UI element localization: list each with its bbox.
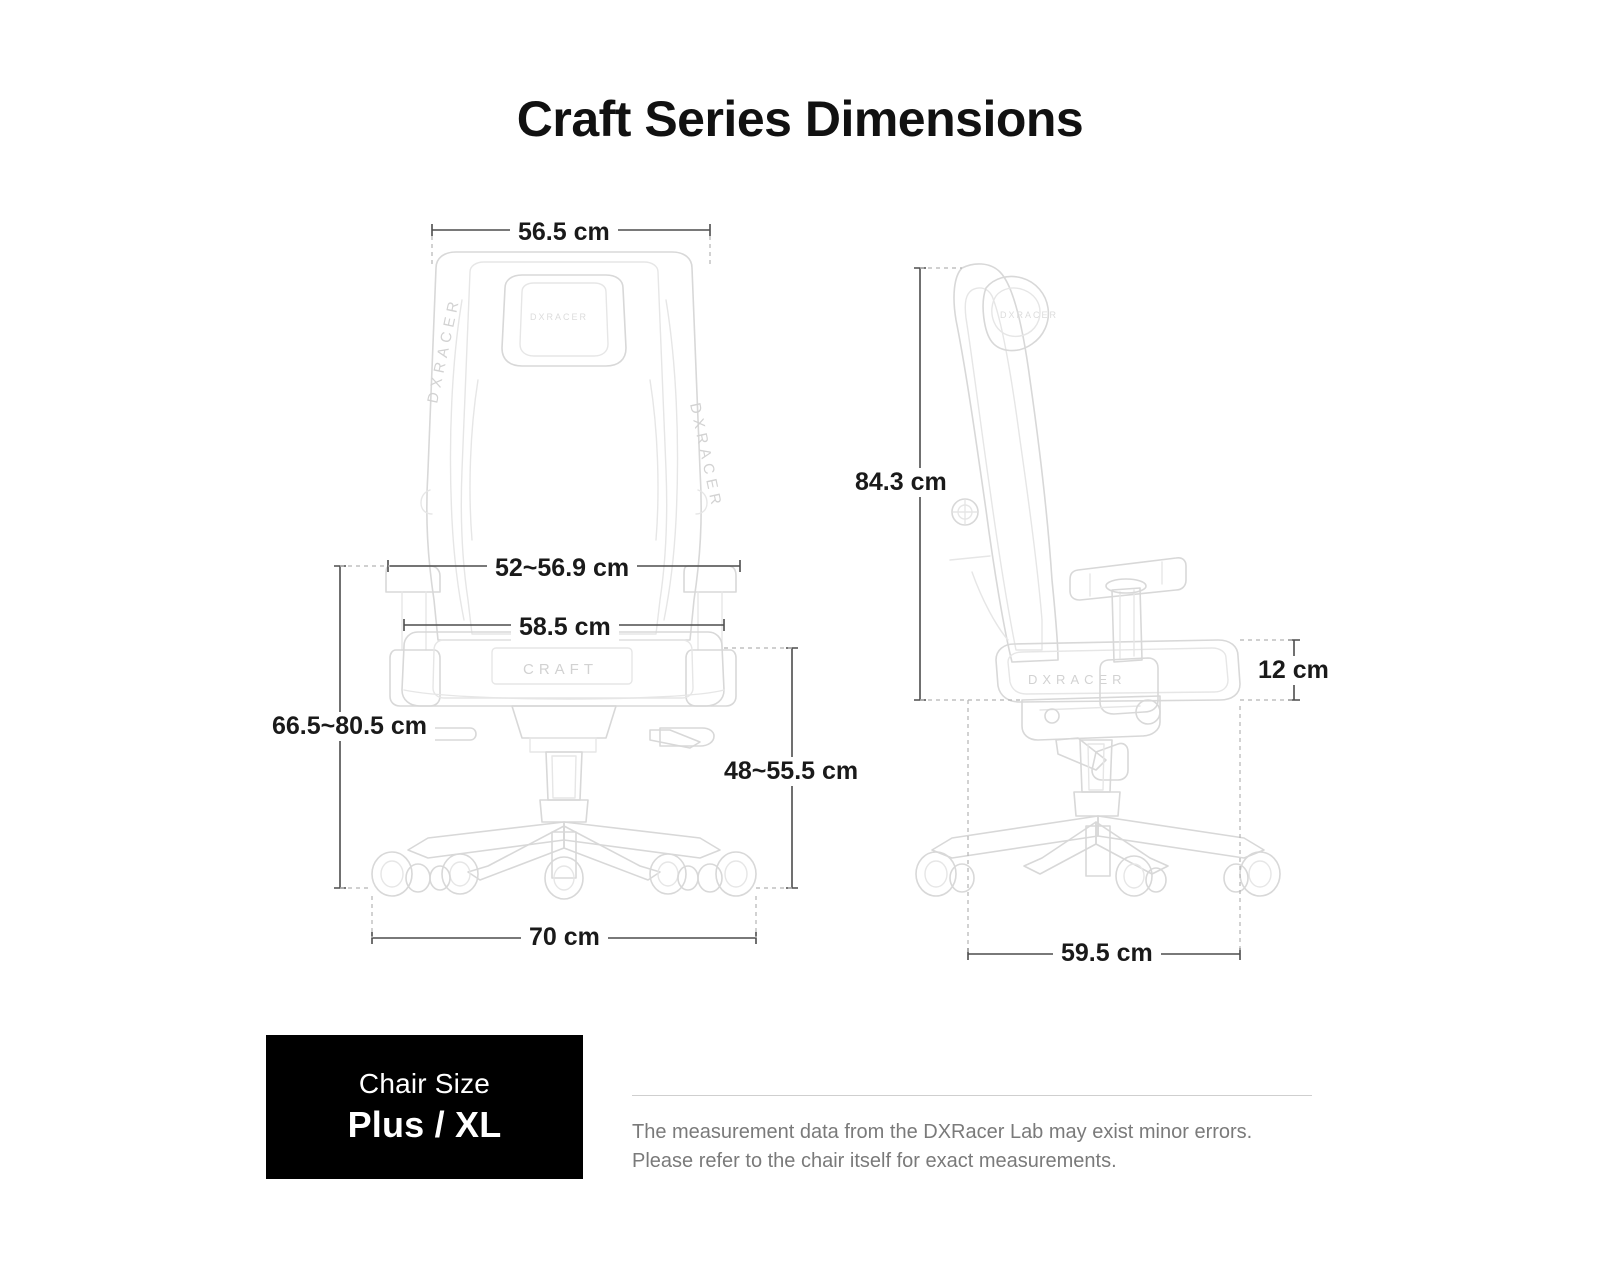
dim-seat-depth-offset: 12 cm bbox=[1250, 656, 1337, 685]
dim-overall-height: 66.5~80.5 cm bbox=[264, 712, 435, 741]
side-view-dimension-lines bbox=[914, 268, 1300, 960]
backrest-left-logo-text: DXRACER bbox=[424, 295, 464, 405]
caster-wheel bbox=[916, 852, 974, 896]
side-view-chair-illustration bbox=[916, 264, 1280, 896]
page-title: Craft Series Dimensions bbox=[516, 91, 1084, 147]
dim-seat-height: 48~55.5 cm bbox=[716, 757, 866, 786]
front-view-dimension-lines bbox=[334, 224, 798, 944]
disclaimer-line-2: Please refer to the chair itself for exact measurements. bbox=[632, 1150, 1117, 1172]
side-seat-logo-text: DXRACER bbox=[1028, 672, 1127, 687]
dim-armrest-width: 52~56.9 cm bbox=[487, 554, 637, 583]
caster-wheel bbox=[1224, 852, 1280, 896]
caster-wheel bbox=[545, 857, 583, 899]
caster-wheel bbox=[650, 854, 698, 894]
side-headrest-logo-text: DXRACER bbox=[1000, 310, 1059, 320]
caster-wheel bbox=[430, 854, 478, 894]
dim-base-depth: 59.5 cm bbox=[1053, 939, 1161, 968]
caster-wheel bbox=[372, 852, 430, 896]
disclaimer-divider bbox=[632, 1095, 1312, 1096]
chair-size-value: Plus / XL bbox=[347, 1104, 502, 1145]
backrest-right-logo-text: DXRACER bbox=[686, 401, 726, 511]
dim-base-width: 70 cm bbox=[521, 923, 608, 952]
dim-seat-width: 58.5 cm bbox=[511, 613, 619, 642]
disclaimer-line-1: The measurement data from the DXRacer Lab may exist minor errors. bbox=[632, 1121, 1253, 1143]
dim-backrest-width: 56.5 cm bbox=[510, 218, 618, 247]
chair-size-badge bbox=[266, 1035, 583, 1179]
caster-wheel bbox=[698, 852, 756, 896]
headrest-logo-text: DXRACER bbox=[530, 312, 589, 322]
chair-size-caption: Chair Size bbox=[358, 1068, 491, 1099]
seat-logo-text: CRAFT bbox=[523, 661, 598, 678]
disclaimer-block bbox=[632, 1095, 1312, 1176]
caster-wheel bbox=[1116, 856, 1166, 896]
dim-backrest-height: 84.3 cm bbox=[847, 468, 955, 497]
